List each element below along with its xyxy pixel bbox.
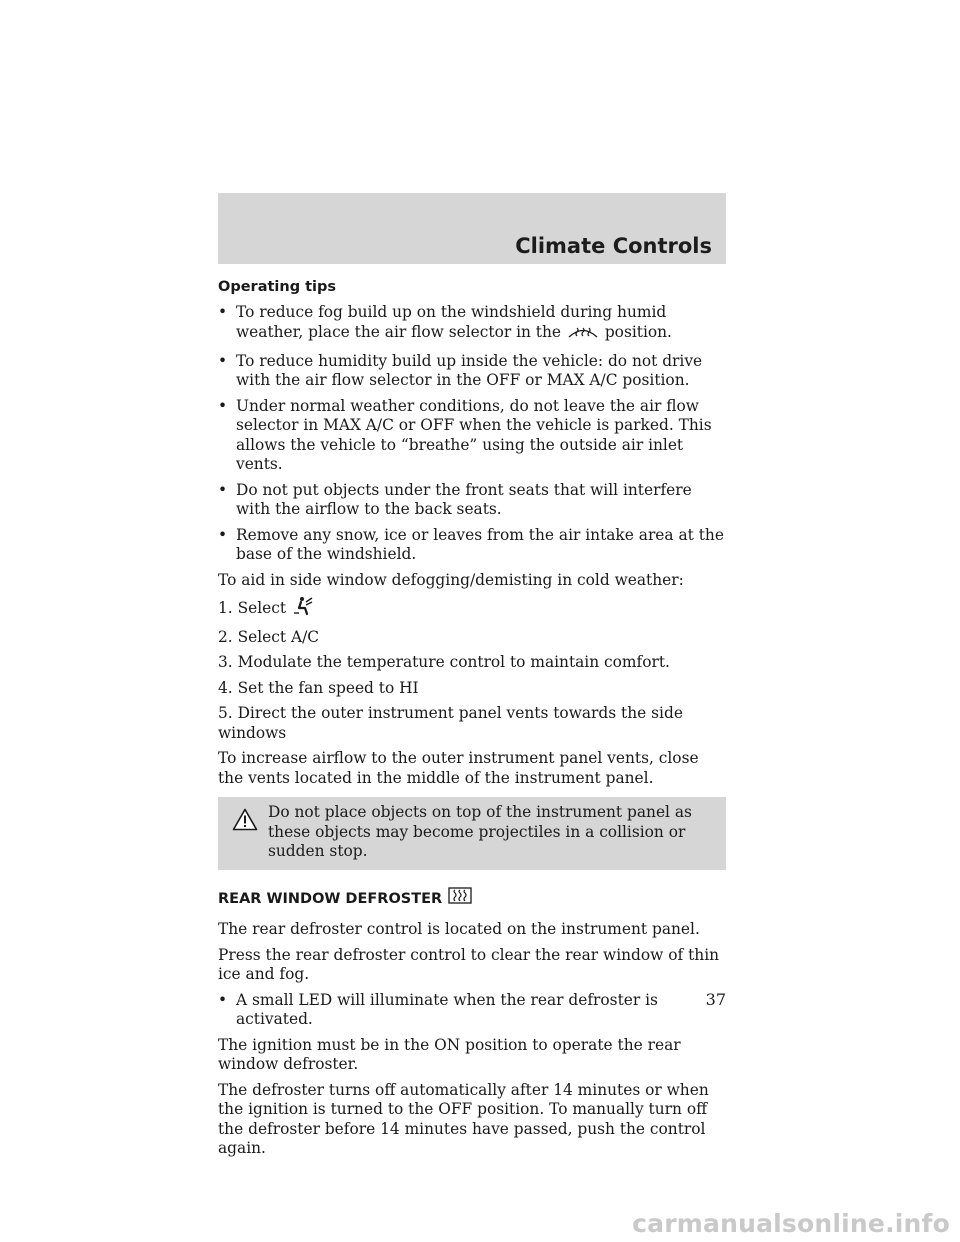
- watermark: carmanualsonline.info: [632, 1209, 950, 1238]
- step-1-text: 1. Select: [218, 599, 287, 617]
- ignition-note: The ignition must be in the ON position to operate the rear window defroster.: [218, 1035, 681, 1073]
- airflow-note: To increase airflow to the outer instrument panel vents, close the vents located in the middle of the instrument panel.: [218, 749, 699, 787]
- rear-defroster-location: The rear defroster control is located on the instrument panel.: [218, 920, 700, 938]
- tip-text: Under normal weather conditions, do not leave the air flow selector in MAX A/C or OFF when the vehicle is parked. This allows the vehicle to “breathe” using the outside air inlet vents.: [236, 396, 712, 473]
- tip-text: Do not put objects under the front seats that will interfere with the airflow to the back seats.: [236, 480, 692, 518]
- defog-intro: To aid in side window defogging/demisting in cold weather:: [218, 570, 684, 589]
- list-item: [218, 303, 726, 346]
- list-item: [218, 352, 726, 391]
- led-note: A small LED will illuminate when the rear defroster is activated.: [236, 990, 658, 1028]
- list-item: [218, 397, 726, 475]
- bullet-marker: •: [218, 351, 228, 370]
- tip-text: Remove any snow, ice or leaves from the air intake area at the base of the windshield.: [236, 525, 724, 563]
- bullet-marker: •: [218, 302, 228, 321]
- step-2: 2. Select A/C: [218, 627, 320, 646]
- warning-text: Do not place objects on top of the instrument panel as these objects may become projectiles in a collision or sudden stop.: [268, 803, 692, 860]
- rear-defrost-icon: [447, 886, 473, 913]
- bullet-marker: •: [218, 480, 228, 499]
- tip-text: To reduce fog build up on the windshield during humid weather, place the air flow selector in the: [236, 302, 667, 341]
- chapter-title: Climate Controls: [515, 234, 712, 258]
- step-4: 4. Set the fan speed to HI: [218, 678, 419, 697]
- rear-defroster-usage: Press the rear defroster control to clear the rear window of thin ice and fog.: [218, 945, 720, 983]
- rear-defroster-heading: [218, 886, 726, 913]
- step-5: 5. Direct the outer instrument panel vents towards the side windows: [218, 704, 683, 742]
- warning-triangle-icon: [232, 808, 258, 837]
- auto-off-note: The defroster turns off automatically after 14 minutes or when the ignition is turned to the OFF position. To manually turn off the defroster before 14 minutes have passed, push the control again.: [218, 1080, 709, 1157]
- step-3: 3. Modulate the temperature control to maintain comfort.: [218, 653, 670, 671]
- windshield-defrost-icon: [566, 322, 600, 346]
- page-number: 37: [705, 990, 726, 1009]
- chapter-header-band: [218, 193, 726, 264]
- page-content: [218, 278, 726, 1165]
- floor-defrost-mode-icon: [291, 596, 315, 622]
- tip-text: To reduce humidity build up inside the vehicle: do not drive with the air flow selector in the OFF or MAX A/C position.: [236, 351, 703, 389]
- bullet-marker: •: [218, 990, 228, 1009]
- bullet-marker: •: [218, 525, 228, 544]
- warning-box: [218, 797, 726, 870]
- list-item: [218, 991, 726, 1030]
- list-item: [218, 526, 726, 565]
- bullet-marker: •: [218, 396, 228, 415]
- operating-tips-heading: Operating tips: [218, 279, 337, 295]
- tip-text-end: position.: [604, 323, 672, 341]
- step-1: [218, 596, 726, 622]
- rear-defroster-heading-text: REAR WINDOW DEFROSTER: [218, 890, 443, 907]
- list-item: [218, 481, 726, 520]
